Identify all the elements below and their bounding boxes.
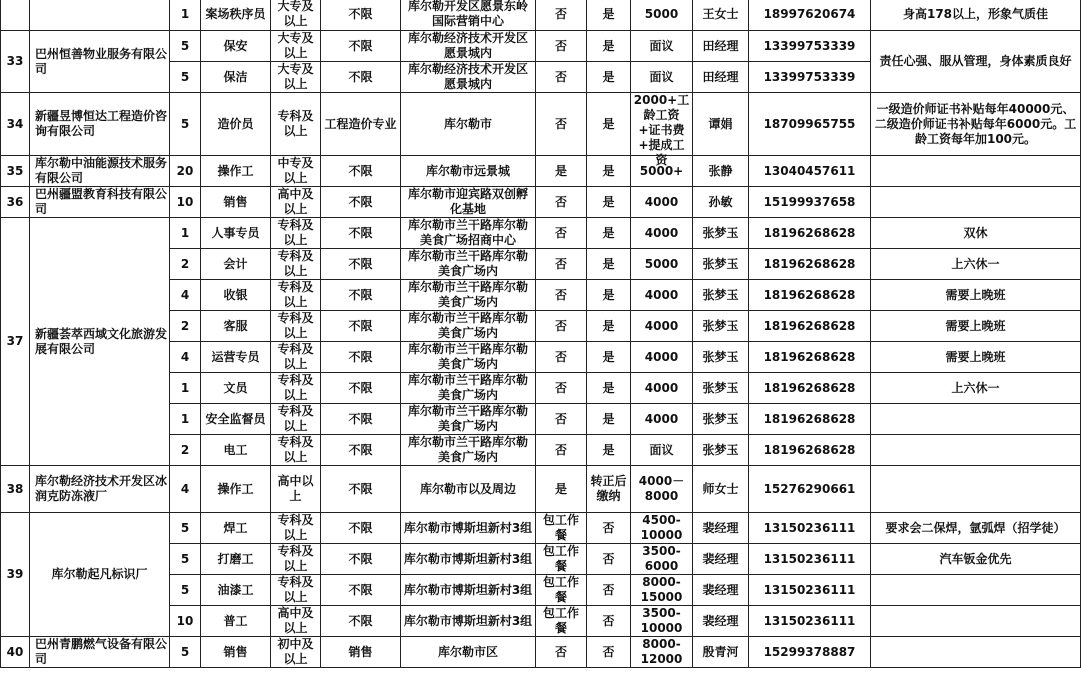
salary: 3500-10000 xyxy=(631,606,693,637)
company-name: 巴州疆盟教育科技有限公司 xyxy=(30,187,170,218)
work-location: 库尔勒市博斯坦新村3组 xyxy=(401,513,536,544)
work-location: 库尔勒市兰干路库尔勒美食广场招商中心 xyxy=(401,218,536,249)
major-req: 不限 xyxy=(321,280,401,311)
other-requirements: 双休 xyxy=(871,218,1081,249)
major-req: 不限 xyxy=(321,311,401,342)
dorm-provided: 否 xyxy=(536,187,587,218)
position-name: 客服 xyxy=(201,311,271,342)
education-req: 大专及以上 xyxy=(271,0,321,31)
social-insurance: 是 xyxy=(587,404,631,435)
table-row xyxy=(1,93,1081,156)
social-insurance: 否 xyxy=(587,513,631,544)
major-req: 不限 xyxy=(321,342,401,373)
salary: 4000 xyxy=(631,404,693,435)
salary: 2000+工龄工资+证书费+提成工资 xyxy=(631,93,693,156)
other-requirements: 责任心强、服从管理，身体素质良好 xyxy=(871,31,1081,93)
contact-phone: 13150236111 xyxy=(749,606,871,637)
contact-person: 张静 xyxy=(693,156,749,187)
dorm-provided: 包工作餐 xyxy=(536,544,587,575)
contact-person: 田经理 xyxy=(693,62,749,93)
position-name: 销售 xyxy=(201,187,271,218)
education-req: 专科及以上 xyxy=(271,93,321,156)
contact-phone: 18196268628 xyxy=(749,249,871,280)
salary: 8000-15000 xyxy=(631,575,693,606)
position-name: 安全监督员 xyxy=(201,404,271,435)
hire-count: 2 xyxy=(170,311,201,342)
salary: 3500-6000 xyxy=(631,544,693,575)
education-req: 专科及以上 xyxy=(271,435,321,466)
table-row xyxy=(1,466,1081,513)
work-location: 库尔勒市兰干路库尔勒美食广场内 xyxy=(401,435,536,466)
table-row xyxy=(1,156,1081,187)
other-requirements xyxy=(871,575,1081,606)
hire-count: 5 xyxy=(170,31,201,62)
hire-count: 4 xyxy=(170,342,201,373)
work-location: 库尔勒市 xyxy=(401,93,536,156)
social-insurance: 否 xyxy=(587,544,631,575)
salary: 5000+ xyxy=(631,156,693,187)
contact-phone: 18196268628 xyxy=(749,342,871,373)
row-number: 33 xyxy=(1,31,30,93)
salary: 4000 xyxy=(631,280,693,311)
dorm-provided: 否 xyxy=(536,637,587,668)
company-name: 库尔勒经济技术开发区冰润克防冻液厂 xyxy=(30,466,170,513)
dorm-provided: 否 xyxy=(536,218,587,249)
other-requirements: 身高178以上，形象气质佳 xyxy=(871,0,1081,31)
major-req: 工程造价专业 xyxy=(321,93,401,156)
company-name: 库尔勒中油能源技术服务有限公司 xyxy=(30,156,170,187)
position-name: 运营专员 xyxy=(201,342,271,373)
hire-count: 5 xyxy=(170,544,201,575)
table-row xyxy=(1,637,1081,668)
row-number: 36 xyxy=(1,187,30,218)
other-requirements: 汽车钣金优先 xyxy=(871,544,1081,575)
education-req: 中专及以上 xyxy=(271,156,321,187)
contact-person: 张梦玉 xyxy=(693,342,749,373)
education-req: 高中及以上 xyxy=(271,606,321,637)
hire-count: 1 xyxy=(170,404,201,435)
social-insurance: 是 xyxy=(587,93,631,156)
education-req: 专科及以上 xyxy=(271,373,321,404)
position-name: 焊工 xyxy=(201,513,271,544)
position-name: 操作工 xyxy=(201,156,271,187)
contact-phone: 18196268628 xyxy=(749,311,871,342)
contact-person: 王女士 xyxy=(693,0,749,31)
dorm-provided: 否 xyxy=(536,311,587,342)
hire-count: 1 xyxy=(170,0,201,31)
major-req: 不限 xyxy=(321,0,401,31)
contact-phone: 13150236111 xyxy=(749,513,871,544)
education-req: 专科及以上 xyxy=(271,311,321,342)
other-requirements: 要求会二保焊，氩弧焊（招学徒） xyxy=(871,513,1081,544)
contact-phone: 18196268628 xyxy=(749,280,871,311)
position-name: 造价员 xyxy=(201,93,271,156)
education-req: 初中及以上 xyxy=(271,637,321,668)
work-location: 库尔勒市区 xyxy=(401,637,536,668)
dorm-provided: 是 xyxy=(536,466,587,513)
education-req: 高中以上 xyxy=(271,466,321,513)
education-req: 大专及以上 xyxy=(271,31,321,62)
contact-phone: 13150236111 xyxy=(749,575,871,606)
dorm-provided: 否 xyxy=(536,373,587,404)
major-req: 不限 xyxy=(321,31,401,62)
contact-phone: 13150236111 xyxy=(749,544,871,575)
education-req: 专科及以上 xyxy=(271,404,321,435)
other-requirements: 上六休一 xyxy=(871,249,1081,280)
contact-phone: 13040457611 xyxy=(749,156,871,187)
social-insurance: 否 xyxy=(587,575,631,606)
contact-phone: 18997620674 xyxy=(749,0,871,31)
position-name: 油漆工 xyxy=(201,575,271,606)
hire-count: 5 xyxy=(170,513,201,544)
row-number: 35 xyxy=(1,156,30,187)
contact-person: 裴经理 xyxy=(693,575,749,606)
education-req: 高中及以上 xyxy=(271,187,321,218)
contact-phone: 18196268628 xyxy=(749,373,871,404)
contact-person: 裴经理 xyxy=(693,544,749,575)
social-insurance: 转正后缴纳 xyxy=(587,466,631,513)
major-req: 不限 xyxy=(321,156,401,187)
dorm-provided: 否 xyxy=(536,93,587,156)
contact-person: 张梦玉 xyxy=(693,280,749,311)
dorm-provided: 否 xyxy=(536,342,587,373)
company-name: 库尔勒起凡标识厂 xyxy=(30,513,170,637)
position-name: 打磨工 xyxy=(201,544,271,575)
social-insurance: 是 xyxy=(587,249,631,280)
other-requirements xyxy=(871,435,1081,466)
hire-count: 4 xyxy=(170,466,201,513)
social-insurance: 否 xyxy=(587,606,631,637)
salary: 4000 xyxy=(631,311,693,342)
salary: 4000 xyxy=(631,373,693,404)
position-name: 人事专员 xyxy=(201,218,271,249)
major-req: 不限 xyxy=(321,62,401,93)
contact-person: 田经理 xyxy=(693,31,749,62)
social-insurance: 否 xyxy=(587,637,631,668)
education-req: 专科及以上 xyxy=(271,218,321,249)
dorm-provided: 否 xyxy=(536,0,587,31)
salary: 5000 xyxy=(631,249,693,280)
work-location: 库尔勒市博斯坦新村3组 xyxy=(401,606,536,637)
work-location: 库尔勒经济技术开发区愿景城内 xyxy=(401,62,536,93)
table-row xyxy=(1,218,1081,249)
work-location: 库尔勒市兰干路库尔勒美食广场内 xyxy=(401,404,536,435)
work-location: 库尔勒市兰干路库尔勒美食广场内 xyxy=(401,373,536,404)
hire-count: 10 xyxy=(170,187,201,218)
dorm-provided: 否 xyxy=(536,435,587,466)
other-requirements: 上六休一 xyxy=(871,373,1081,404)
salary: 4000 xyxy=(631,187,693,218)
social-insurance: 是 xyxy=(587,435,631,466)
dorm-provided: 否 xyxy=(536,404,587,435)
major-req: 不限 xyxy=(321,513,401,544)
hire-count: 4 xyxy=(170,280,201,311)
contact-person: 谭娟 xyxy=(693,93,749,156)
position-name: 会计 xyxy=(201,249,271,280)
social-insurance: 是 xyxy=(587,342,631,373)
other-requirements xyxy=(871,187,1081,218)
work-location: 库尔勒市兰干路库尔勒美食广场内 xyxy=(401,311,536,342)
social-insurance: 是 xyxy=(587,156,631,187)
salary: 4000－8000 xyxy=(631,466,693,513)
major-req: 不限 xyxy=(321,187,401,218)
position-name: 文员 xyxy=(201,373,271,404)
contact-phone: 13399753339 xyxy=(749,31,871,62)
company-name: 巴州青鹏燃气设备有限公司 xyxy=(30,637,170,668)
major-req: 不限 xyxy=(321,218,401,249)
work-location: 库尔勒经济技术开发区愿景城内 xyxy=(401,31,536,62)
dorm-provided: 否 xyxy=(536,62,587,93)
position-name: 案场秩序员 xyxy=(201,0,271,31)
position-name: 保安 xyxy=(201,31,271,62)
work-location: 库尔勒市兰干路库尔勒美食广场内 xyxy=(401,249,536,280)
salary: 面议 xyxy=(631,62,693,93)
contact-phone: 18196268628 xyxy=(749,435,871,466)
company-name: 新疆荟萃西域文化旅游发展有限公司 xyxy=(30,218,170,466)
contact-phone: 18196268628 xyxy=(749,404,871,435)
other-requirements xyxy=(871,606,1081,637)
work-location: 库尔勒市以及周边 xyxy=(401,466,536,513)
major-req: 不限 xyxy=(321,466,401,513)
salary: 面议 xyxy=(631,435,693,466)
dorm-provided: 包工作餐 xyxy=(536,575,587,606)
dorm-provided: 否 xyxy=(536,249,587,280)
education-req: 专科及以上 xyxy=(271,575,321,606)
social-insurance: 是 xyxy=(587,187,631,218)
other-requirements: 需要上晚班 xyxy=(871,342,1081,373)
row-number: 37 xyxy=(1,218,30,466)
contact-phone: 15299378887 xyxy=(749,637,871,668)
contact-person: 裴经理 xyxy=(693,513,749,544)
dorm-provided: 否 xyxy=(536,280,587,311)
salary: 面议 xyxy=(631,31,693,62)
work-location: 库尔勒市迎宾路双创孵化基地 xyxy=(401,187,536,218)
row-number: 39 xyxy=(1,513,30,637)
education-req: 专科及以上 xyxy=(271,280,321,311)
contact-person: 张梦玉 xyxy=(693,249,749,280)
major-req: 销售 xyxy=(321,637,401,668)
contact-person: 张梦玉 xyxy=(693,311,749,342)
work-location: 库尔勒市博斯坦新村3组 xyxy=(401,544,536,575)
hire-count: 5 xyxy=(170,93,201,156)
social-insurance: 是 xyxy=(587,62,631,93)
major-req: 不限 xyxy=(321,404,401,435)
hire-count: 20 xyxy=(170,156,201,187)
table-row xyxy=(1,513,1081,544)
other-requirements xyxy=(871,637,1081,668)
social-insurance: 是 xyxy=(587,0,631,31)
table-row xyxy=(1,187,1081,218)
dorm-provided: 否 xyxy=(536,31,587,62)
contact-phone: 15199937658 xyxy=(749,187,871,218)
major-req: 不限 xyxy=(321,544,401,575)
work-location: 库尔勒市博斯坦新村3组 xyxy=(401,575,536,606)
dorm-provided: 是 xyxy=(536,156,587,187)
contact-person: 孙敏 xyxy=(693,187,749,218)
education-req: 专科及以上 xyxy=(271,249,321,280)
salary: 4000 xyxy=(631,218,693,249)
major-req: 不限 xyxy=(321,606,401,637)
contact-phone: 15276290661 xyxy=(749,466,871,513)
major-req: 不限 xyxy=(321,435,401,466)
row-number: 40 xyxy=(1,637,30,668)
contact-phone: 13399753339 xyxy=(749,62,871,93)
education-req: 专科及以上 xyxy=(271,513,321,544)
hire-count: 10 xyxy=(170,606,201,637)
major-req: 不限 xyxy=(321,373,401,404)
row-number: 34 xyxy=(1,93,30,156)
social-insurance: 是 xyxy=(587,218,631,249)
social-insurance: 是 xyxy=(587,280,631,311)
other-requirements xyxy=(871,466,1081,513)
hire-count: 1 xyxy=(170,218,201,249)
hire-count: 2 xyxy=(170,435,201,466)
salary: 8000-12000 xyxy=(631,637,693,668)
table-row xyxy=(1,0,1081,31)
work-location: 库尔勒市远景城 xyxy=(401,156,536,187)
social-insurance: 是 xyxy=(587,311,631,342)
contact-person: 张梦玉 xyxy=(693,218,749,249)
social-insurance: 是 xyxy=(587,31,631,62)
work-location: 库尔勒开发区愿景东岭国际营销中心 xyxy=(401,0,536,31)
contact-person: 裴经理 xyxy=(693,606,749,637)
position-name: 销售 xyxy=(201,637,271,668)
salary: 4000 xyxy=(631,342,693,373)
position-name: 普工 xyxy=(201,606,271,637)
dorm-provided: 包工作餐 xyxy=(536,606,587,637)
company-name: 巴州恒善物业服务有限公司 xyxy=(30,31,170,93)
contact-person: 师女士 xyxy=(693,466,749,513)
dorm-provided: 包工作餐 xyxy=(536,513,587,544)
work-location: 库尔勒市兰干路库尔勒美食广场内 xyxy=(401,280,536,311)
education-req: 专科及以上 xyxy=(271,544,321,575)
other-requirements xyxy=(871,156,1081,187)
contact-phone: 18196268628 xyxy=(749,218,871,249)
table-row xyxy=(1,31,1081,62)
hire-count: 5 xyxy=(170,575,201,606)
contact-person: 张梦玉 xyxy=(693,435,749,466)
position-name: 保洁 xyxy=(201,62,271,93)
position-name: 电工 xyxy=(201,435,271,466)
education-req: 大专及以上 xyxy=(271,62,321,93)
hire-count: 5 xyxy=(170,62,201,93)
position-name: 操作工 xyxy=(201,466,271,513)
hire-count: 2 xyxy=(170,249,201,280)
row-number xyxy=(1,0,30,31)
contact-person: 殷青河 xyxy=(693,637,749,668)
company-name xyxy=(30,0,170,31)
salary: 4500-10000 xyxy=(631,513,693,544)
major-req: 不限 xyxy=(321,249,401,280)
major-req: 不限 xyxy=(321,575,401,606)
contact-person: 张梦玉 xyxy=(693,373,749,404)
contact-person: 张梦玉 xyxy=(693,404,749,435)
contact-phone: 18709965755 xyxy=(749,93,871,156)
hire-count: 5 xyxy=(170,637,201,668)
other-requirements: 需要上晚班 xyxy=(871,311,1081,342)
salary: 5000 xyxy=(631,0,693,31)
other-requirements xyxy=(871,404,1081,435)
hire-count: 1 xyxy=(170,373,201,404)
other-requirements: 需要上晚班 xyxy=(871,280,1081,311)
position-name: 收银 xyxy=(201,280,271,311)
work-location: 库尔勒市兰干路库尔勒美食广场内 xyxy=(401,342,536,373)
row-number: 38 xyxy=(1,466,30,513)
education-req: 专科及以上 xyxy=(271,342,321,373)
company-name: 新疆昱博恒达工程造价咨询有限公司 xyxy=(30,93,170,156)
other-requirements: 一级造价师证书补贴每年40000元、二级造价师证书补贴每年6000元。工龄工资每年加100元。 xyxy=(871,93,1081,156)
social-insurance: 是 xyxy=(587,373,631,404)
